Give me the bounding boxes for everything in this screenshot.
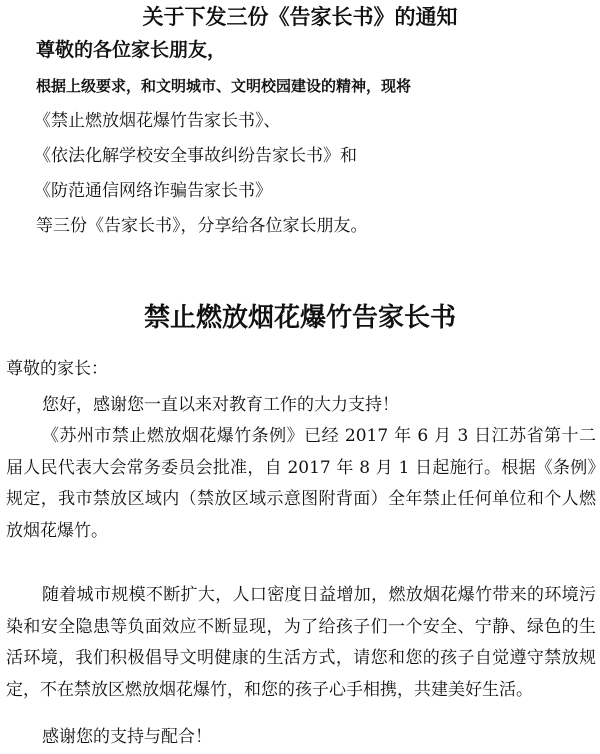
letter-name-school-safety: 《依法化解学校安全事故纠纷告家长书》和 bbox=[34, 146, 357, 166]
paragraph-closing: 感谢您的支持与配合！ bbox=[42, 727, 212, 747]
paragraph-regulation: 《苏州市禁止燃放烟花爆竹条例》已经 2017 年 6 月 3 日江苏省第十二届人民代表大会常务委员会批准，自 2017 年 8 月 1 日起施行。根据《条例》规定，我市禁放区域内（禁放区域示意图附背面）全年禁止任何单位和个人燃放烟花爆竹。 bbox=[6, 426, 596, 541]
paragraph-appeal: 随着城市规模不断扩大，人口密度日益增加，燃放烟花爆竹带来的环境污染和安全隐患等负面效应不断显现，为了给孩子们一个安全、宁静、绿色的生活环境，我们积极倡导文明健康的生活方式，请您和您的孩子自觉遵守禁放规定，不在禁放区燃放烟花爆竹，和您的孩子心手相携，共建美好生活。 bbox=[6, 585, 596, 700]
notice-greeting: 尊敬的各位家长朋友， bbox=[36, 39, 227, 61]
paragraph-thanks: 您好，感谢您一直以来对教育工作的大力支持！ bbox=[42, 395, 399, 415]
letter-name-telecom-fraud: 《防范通信网络诈骗告家长书》 bbox=[34, 181, 272, 201]
notice-intro: 根据上级要求，和文明城市、文明校园建设的精神，现将 bbox=[36, 77, 412, 95]
notice-title: 关于下发三份《告家长书》的通知 bbox=[142, 5, 458, 29]
letter-title: 禁止燃放烟花爆竹告家长书 bbox=[143, 303, 456, 333]
letter-name-fireworks: 《禁止燃放烟花爆竹告家长书》、 bbox=[34, 111, 281, 131]
notice-closing: 等三份《告家长书》，分享给各位家长朋友。 bbox=[36, 216, 368, 236]
letter-salutation: 尊敬的家长： bbox=[6, 359, 108, 379]
